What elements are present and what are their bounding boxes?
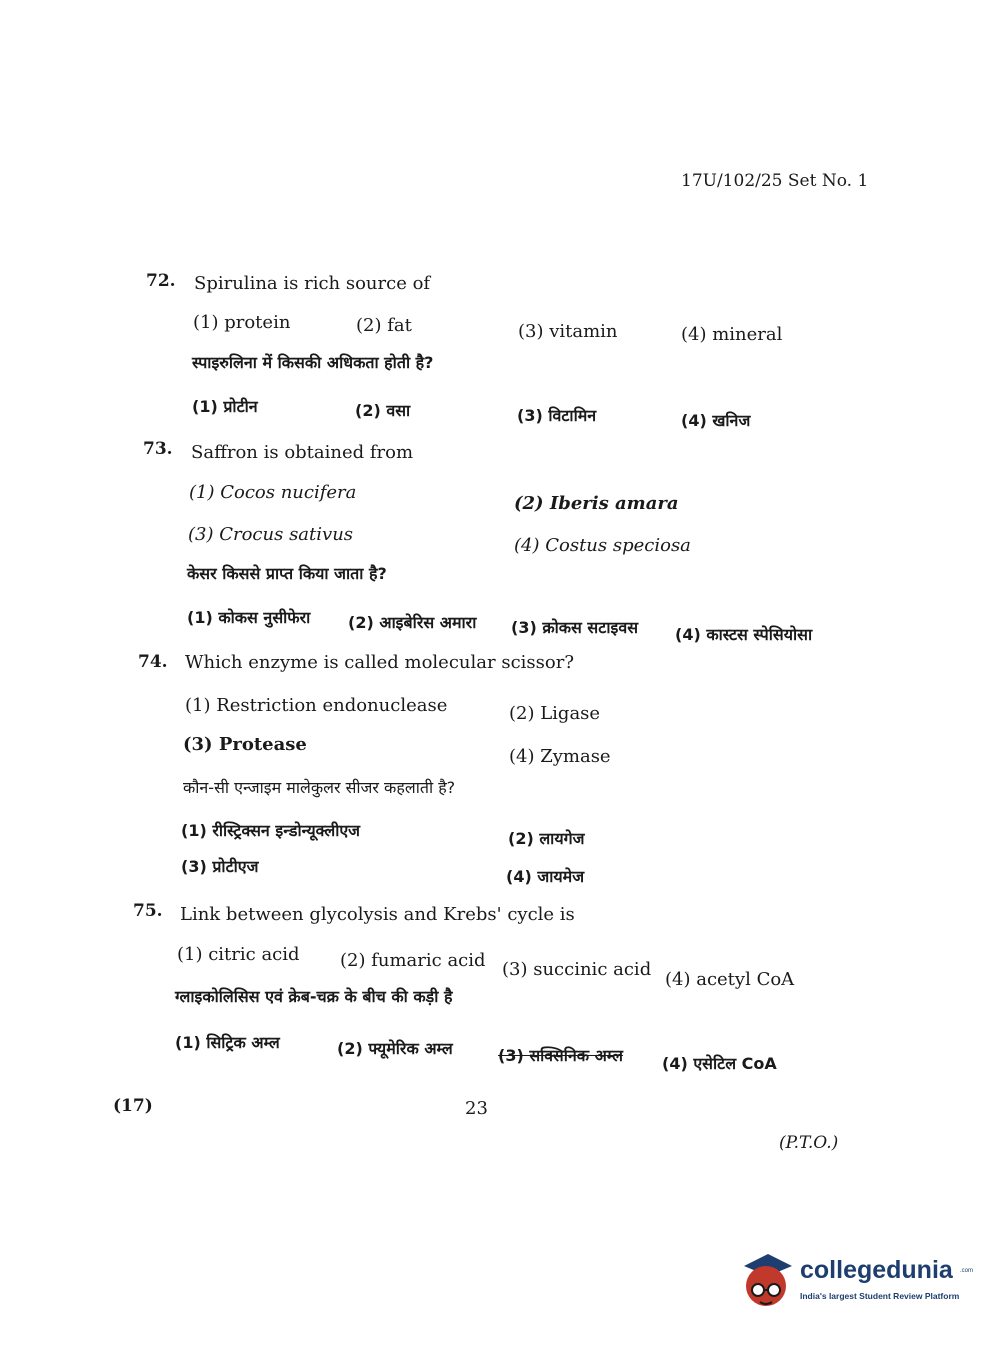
- question-number: 72.: [146, 271, 176, 291]
- option: (4) Costus speciosa: [514, 535, 691, 556]
- question-text-hindi: ग्लाइकोलिसिस एवं क्रेब-चक्र के बीच की कड़ी है: [175, 987, 453, 1006]
- option-hindi: (3) प्रोटीएज: [181, 857, 259, 876]
- option: (1) Cocos nucifera: [189, 482, 357, 503]
- option: (3) Crocus sativus: [188, 524, 354, 545]
- collegedunia-watermark: [738, 1250, 974, 1316]
- option-hindi: (2) लायगेज: [508, 829, 585, 848]
- collegedunia-mascot-icon: [738, 1250, 796, 1312]
- option: (3) succinic acid: [502, 959, 652, 980]
- option-hindi: (1) प्रोटीन: [192, 397, 258, 416]
- option-hindi: (4) जायमेज: [506, 867, 585, 886]
- brand-tagline: India's largest Student Review Platform: [800, 1291, 960, 1301]
- brand-name: collegedunia: [800, 1256, 953, 1284]
- option-hindi: (2) आइबेरिस अमारा: [348, 613, 477, 632]
- question-text-hindi: कौन-सी एन्जाइम मालेकुलर सीजर कहलाती है?: [183, 778, 456, 797]
- option-hindi: (1) रीस्ट्रिक्सन इन्डोन्यूक्लीएज: [181, 821, 361, 840]
- question-text: Which enzyme is called molecular scissor?: [185, 652, 574, 673]
- option: (3) vitamin: [518, 321, 618, 342]
- option-hindi: (3) सक्सिनिक अम्ल: [498, 1046, 623, 1065]
- question-text: Link between glycolysis and Krebs' cycle is: [180, 904, 575, 925]
- question-number: 75.: [133, 901, 163, 921]
- set-code: 17U/102/25 Set No. 1: [681, 171, 869, 191]
- option: (2) fumaric acid: [340, 950, 486, 971]
- option-hindi: (4) खनिज: [681, 411, 751, 430]
- question-number: 73.: [143, 439, 173, 459]
- option: (4) mineral: [681, 324, 783, 345]
- option: (2) Iberis amara: [514, 493, 679, 514]
- option: (1) citric acid: [177, 944, 300, 965]
- option: (4) acetyl CoA: [665, 969, 795, 990]
- option-hindi: (3) विटामिन: [517, 406, 597, 425]
- question-text-hindi: स्पाइरुलिना में किसकी अधिकता होती है?: [192, 353, 434, 372]
- option: (2) fat: [356, 315, 412, 336]
- question-number: 74.: [138, 652, 168, 672]
- option: (1) protein: [193, 312, 291, 333]
- option: (3) Protease: [183, 734, 307, 755]
- pto-note: (P.T.O.): [779, 1133, 839, 1153]
- option-hindi: (3) क्रोकस सटाइवस: [511, 618, 639, 637]
- option-hindi: (4) कास्टस स्पेसियोसा: [675, 625, 813, 644]
- question-text-hindi: केसर किससे प्राप्त किया जाता है?: [187, 564, 387, 583]
- option-hindi: (1) सिट्रिक अम्ल: [175, 1033, 280, 1052]
- option: (1) Restriction endonuclease: [185, 695, 448, 716]
- option-hindi: (2) फ्यूमेरिक अम्ल: [337, 1039, 453, 1058]
- question-text: Spirulina is rich source of: [194, 273, 431, 294]
- option-hindi: (1) कोकस नुसीफेरा: [187, 608, 311, 627]
- option: (4) Zymase: [509, 746, 611, 767]
- footer-code: (17): [113, 1096, 153, 1116]
- question-text: Saffron is obtained from: [191, 442, 414, 463]
- page-number: 23: [465, 1098, 488, 1119]
- brand-com: .com: [960, 1268, 974, 1274]
- option-hindi: (4) एसेटिल CoA: [662, 1054, 777, 1073]
- option-hindi: (2) वसा: [355, 401, 411, 420]
- option: (2) Ligase: [509, 703, 601, 724]
